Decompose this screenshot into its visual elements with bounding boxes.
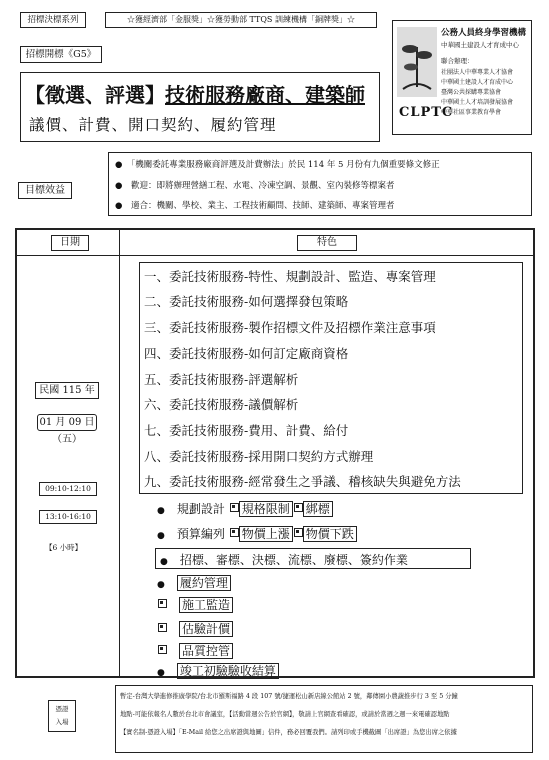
goals-list (108, 152, 532, 216)
diagram-row (157, 620, 233, 637)
arrow-icon (230, 503, 239, 512)
title-main: 技術服務廠商、建築師 (165, 83, 365, 107)
logo-org: 中華社區事業教育學會 (441, 109, 502, 116)
diagram-step: 履約管理 (177, 575, 231, 591)
topics-box (139, 262, 523, 494)
bullet-icon: ● (115, 160, 123, 170)
bullet-icon: ● (157, 580, 165, 590)
bullet-icon: ● (157, 531, 165, 541)
table-col-divider (119, 230, 120, 676)
diagram-step: 規格限制 (239, 501, 293, 517)
topic-item: 八、委託技術服務-採用開口契約方式辦理 (144, 449, 374, 464)
title-box (20, 72, 380, 142)
arrow-icon (294, 503, 303, 512)
diagram-row (157, 596, 233, 613)
diagram-step: 物價上漲 (239, 526, 293, 542)
diagram-row (155, 548, 471, 569)
topic-item: 四、委託技術服務-如何訂定廠商資格 (144, 346, 349, 361)
topic-item: 二、委託技術服務-如何選擇發包策略 (144, 294, 349, 309)
topic-item: 六、委託技術服務-議價解析 (144, 397, 299, 412)
time-morning: 09:10-12:10 (39, 482, 97, 496)
date-year: 民國 115 年 (35, 382, 99, 399)
header-date: 日期 (51, 235, 89, 251)
goal-item: ● 歡迎：即將辦理營繕工程、水電、冷凍空調、景觀、室內裝修等標案者 (115, 181, 395, 191)
venue-info (115, 685, 533, 753)
bullet-icon: ● (115, 201, 123, 211)
title-bracket: 【徵選、評選】 (25, 83, 165, 107)
diagram-step: 預算編列 (176, 527, 225, 541)
page-title (25, 79, 365, 108)
diagram-step: 規劃設計 (176, 502, 225, 516)
bullet-icon: ● (160, 557, 168, 567)
page-subtitle: 議價、計費、開口契約、履約管理 (29, 116, 277, 134)
sprout-icon (397, 27, 437, 97)
diagram-row (157, 525, 357, 542)
square-bullet-icon (158, 645, 167, 654)
square-bullet-icon (158, 599, 167, 608)
logo-org: 臺灣公共採購專業協會 (441, 89, 502, 96)
schedule-table (15, 228, 535, 678)
header-feature: 特色 (297, 235, 357, 251)
diagram-row (157, 500, 333, 517)
bullet-icon: ● (115, 181, 123, 191)
series-tag: 招標決標系列 (20, 12, 86, 28)
logo-org: 中華國土建設人才育成中心 (441, 79, 514, 86)
logo-line3: 聯合辦理： (441, 57, 474, 65)
square-bullet-icon (158, 623, 167, 632)
venue-line: 【實名制-憑證入場】「E-Mail 給您之出席證與地圖」信件，務必回覆我們。請列印或手機截圖「出席證」為您出席之依據 (120, 729, 457, 736)
topic-item: 一、委託技術服務-特性、規劃設計、監造、專案管理 (144, 269, 436, 284)
logo-line1: 公務人員終身學習機構 (441, 28, 527, 38)
arrow-icon (230, 528, 239, 537)
logo-brand: CLPTC (399, 105, 454, 120)
topic-item: 三、委託技術服務-製作招標文件及招標作業注意事項 (144, 320, 436, 335)
footer-label (48, 700, 76, 732)
awards-banner: ☆獲經濟部「金服獎」☆獲勞動部 TTQS 訓練機構「銅牌獎」☆ (105, 12, 377, 28)
bullet-icon: ● (157, 506, 165, 516)
arrow-icon (294, 528, 303, 537)
table-header-row (17, 230, 533, 256)
venue-line: 暫定-台灣大學進修推廣學院/台北市羅斯福路 4 段 107 號/捷運松山新店線公館站 2 號，鄰傳園小農蔬推步行 3 至 5 分鐘 (120, 693, 458, 700)
date-weekday: （五） (52, 434, 82, 445)
logo-emblem (397, 27, 437, 97)
venue-line: 地點-可能依報名人數於台北市會議室，【活動當週公告於官網】，敬請上官網查看確認，或請於當週之週一來電確認地點 (120, 711, 450, 718)
diagram-row (157, 574, 231, 591)
goals-label: 目標效益 (18, 182, 72, 199)
footer-label-2: 入場 (55, 718, 69, 726)
process-diagram (157, 496, 487, 676)
diagram-step: 竣工初驗驗收結算 (177, 663, 279, 679)
diagram-step: 招標、審標、決標、流標、廢標、簽約作業 (179, 553, 408, 567)
diagram-step: 物價下跌 (303, 526, 357, 542)
logo-org: 社團法人中華專業人才協會 (441, 69, 514, 76)
bullet-icon: ● (157, 668, 165, 678)
logo-line2: 中華國土建設人才育成中心 (441, 41, 519, 49)
footer-label-1: 憑證 (55, 705, 69, 713)
hours-badge: 【6 小時】 (45, 543, 83, 552)
organizer-logo (392, 20, 532, 135)
topic-item: 五、委託技術服務-評選解析 (144, 372, 299, 387)
diagram-step: 綁標 (303, 501, 333, 517)
goal-item: ● 「機關委託專業服務廠商評選及計費辦法」於民 114 年 5 月份有九個重要條文修正 (115, 160, 440, 170)
diagram-row (157, 662, 279, 679)
diagram-step: 估驗計價 (179, 621, 233, 637)
date-day: 01 月 09 日 (37, 414, 97, 431)
goal-item: ● 適合：機關、學校、業主、工程技術顧問、技師、建築師、專案管理者 (115, 201, 395, 211)
time-afternoon: 13:10-16:10 (39, 510, 97, 524)
diagram-step: 品質控管 (179, 643, 233, 659)
topic-item: 九、委託技術服務-經常發生之爭議、稽核缺失與避免方法 (144, 474, 461, 489)
logo-org: 中華國土人才培訓發展協會 (441, 99, 514, 106)
diagram-step: 施工監造 (179, 597, 233, 613)
course-code: 招標開標《G5》 (20, 46, 102, 63)
topic-item: 七、委託技術服務-費用、計費、給付 (144, 423, 349, 438)
diagram-row (157, 642, 233, 659)
